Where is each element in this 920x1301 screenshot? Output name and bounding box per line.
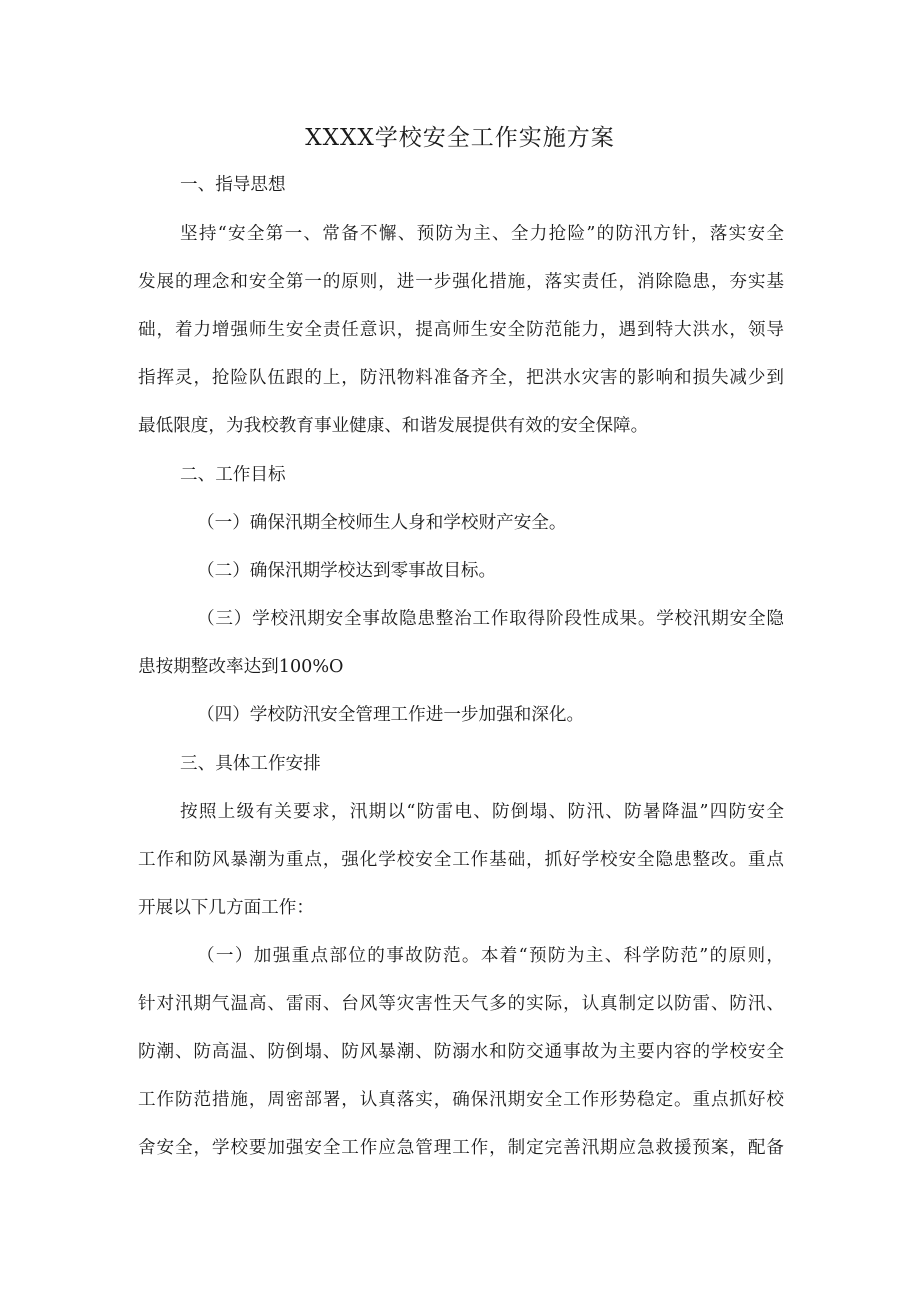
paragraph-line: 开展以下几方面工作： <box>138 898 314 918</box>
paragraph-line: 工作和防风暴潮为重点，强化学校安全工作基础，抓好学校安全隐患整改。重点 <box>138 850 784 870</box>
paragraph-line: 发展的理念和安全第一的原则，进一步强化措施，落实责任，消除隐患，夯实基 <box>138 272 784 292</box>
goal-item: （二）确保汛期学校达到零事故目标。 <box>197 561 497 581</box>
paragraph-line: 按照上级有关要求，汛期以“防雷电、防倒塌、防汛、防暑降温”四防安全 <box>180 802 784 822</box>
paragraph-line: 最低限度，为我校教育事业健康、和谐发展提供有效的安全保障。 <box>138 416 649 436</box>
goal-item: （一）确保汛期全校师生人身和学校财产安全。 <box>197 513 567 533</box>
paragraph-line: 针对汛期气温高、雷雨、台风等灾害性天气多的实际，认真制定以防雷、防汛、 <box>138 994 784 1014</box>
goal-item: （三）学校汛期安全事故隐患整治工作取得阶段性成果。学校汛期安全隐 <box>197 609 784 629</box>
document-title: XXXX学校安全工作实施方案 <box>305 125 615 151</box>
section-heading-work-goals: 二、工作目标 <box>180 465 286 485</box>
paragraph-line: 坚持“安全第一、常备不懈、预防为主、全力抢险”的防汛方针，落实安全 <box>180 224 784 244</box>
section-heading-work-arrangement: 三、具体工作安排 <box>180 754 321 774</box>
paragraph-line: 舍安全，学校要加强安全工作应急管理工作，制定完善汛期应急救援预案，配备 <box>138 1138 784 1158</box>
section-heading-guiding-ideology: 一、指导思想 <box>180 175 286 195</box>
paragraph-line: 指挥灵，抢险队伍跟的上，防汛物料准备齐全，把洪水灾害的影响和损失减少到 <box>138 368 784 388</box>
paragraph-line: 工作防范措施，周密部署，认真落实，确保汛期安全工作形势稳定。重点抓好校 <box>138 1090 784 1110</box>
goal-item-continuation: 患按期整改率达到100%O <box>138 657 344 677</box>
paragraph-line: （一）加强重点部位的事故防范。本着“预防为主、科学防范”的原则， <box>197 946 784 966</box>
paragraph-line: 防潮、防高温、防倒塌、防风暴潮、防溺水和防交通事故为主要内容的学校安全 <box>138 1042 784 1062</box>
goal-item: （四）学校防汛安全管理工作进一步加强和深化。 <box>197 705 585 725</box>
paragraph-line: 础，着力增强师生安全责任意识，提高师生安全防范能力，遇到特大洪水，领导 <box>138 320 784 340</box>
